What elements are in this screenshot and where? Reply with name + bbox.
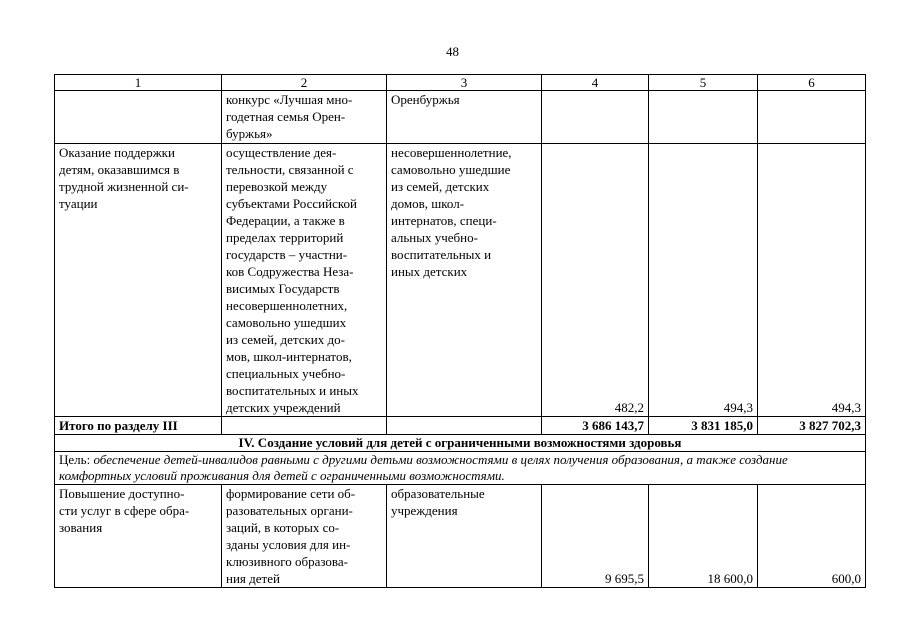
column-header-6: 6 [758, 75, 866, 91]
cell-amount-5: 18 600,0 [649, 485, 758, 588]
section-title: IV. Создание условий для детей с ограниченными возможностями здоровья [55, 435, 866, 452]
cell-amount-4 [542, 91, 649, 144]
section-goal [55, 452, 866, 485]
cell-activity: осуществление дея- тельности, связанной с перевозкой между субъектами Российской Федерации, а также в пределах территорий государств – участни- ков Содружества Неза- висимых Государств несовершеннолетних, самовольно ушедших из семей, детских до- мов, школ-интернатов, специальных учебно- воспитательных и иных детских учреждений [222, 144, 387, 417]
total-amount-6: 3 827 702,3 [758, 417, 866, 435]
column-header-5: 5 [649, 75, 758, 91]
cell-direction [55, 91, 222, 144]
cell-amount-5: 494,3 [649, 144, 758, 417]
cell-amount-4: 9 695,5 [542, 485, 649, 588]
cell-direction: Оказание поддержки детям, оказавшимся в трудной жизненной си- туации [55, 144, 222, 417]
budget-table [54, 74, 866, 588]
column-header-1: 1 [55, 75, 222, 91]
page-number: 48 [446, 44, 459, 59]
total-label: Итого по разделу III [55, 417, 222, 435]
total-empty-3 [387, 417, 542, 435]
total-amount-4: 3 686 143,7 [542, 417, 649, 435]
goal-row [55, 452, 866, 485]
column-header-3: 3 [387, 75, 542, 91]
cell-recipients: Оренбуржья [387, 91, 542, 144]
cell-activity: конкурс «Лучшая мно- годетная семья Орен- буржья» [222, 91, 387, 144]
cell-amount-6: 494,3 [758, 144, 866, 417]
cell-amount-6: 600,0 [758, 485, 866, 588]
goal-text: обеспечение детей-инвалидов равными с другими детьми возможностями в целях получения образования, а также создание комфортных условий проживания для детей с ограниченными возможностями. [59, 452, 788, 483]
cell-amount-5 [649, 91, 758, 144]
cell-recipients: несовершеннолетние, самовольно ушедшие из семей, детских домов, школ- интернатов, специ- альных учебно- воспитательных и иных детских [387, 144, 542, 417]
cell-recipients: образовательные учреждения [387, 485, 542, 588]
total-empty-2 [222, 417, 387, 435]
goal-prefix: Цель: [59, 452, 94, 467]
total-amount-5: 3 831 185,0 [649, 417, 758, 435]
table-row [55, 91, 866, 144]
table-row [55, 144, 866, 417]
table-row [55, 485, 866, 588]
cell-activity: формирование сети об- разовательных органи- заций, в которых со- зданы условия для ин- клюзивного образова- ния детей [222, 485, 387, 588]
cell-amount-6 [758, 91, 866, 144]
cell-direction: Повышение доступно- сти услуг в сфере обра- зования [55, 485, 222, 588]
column-header-row [55, 75, 866, 91]
total-row [55, 417, 866, 435]
cell-amount-4: 482,2 [542, 144, 649, 417]
column-header-2: 2 [222, 75, 387, 91]
section-title-row [55, 435, 866, 452]
column-header-4: 4 [542, 75, 649, 91]
